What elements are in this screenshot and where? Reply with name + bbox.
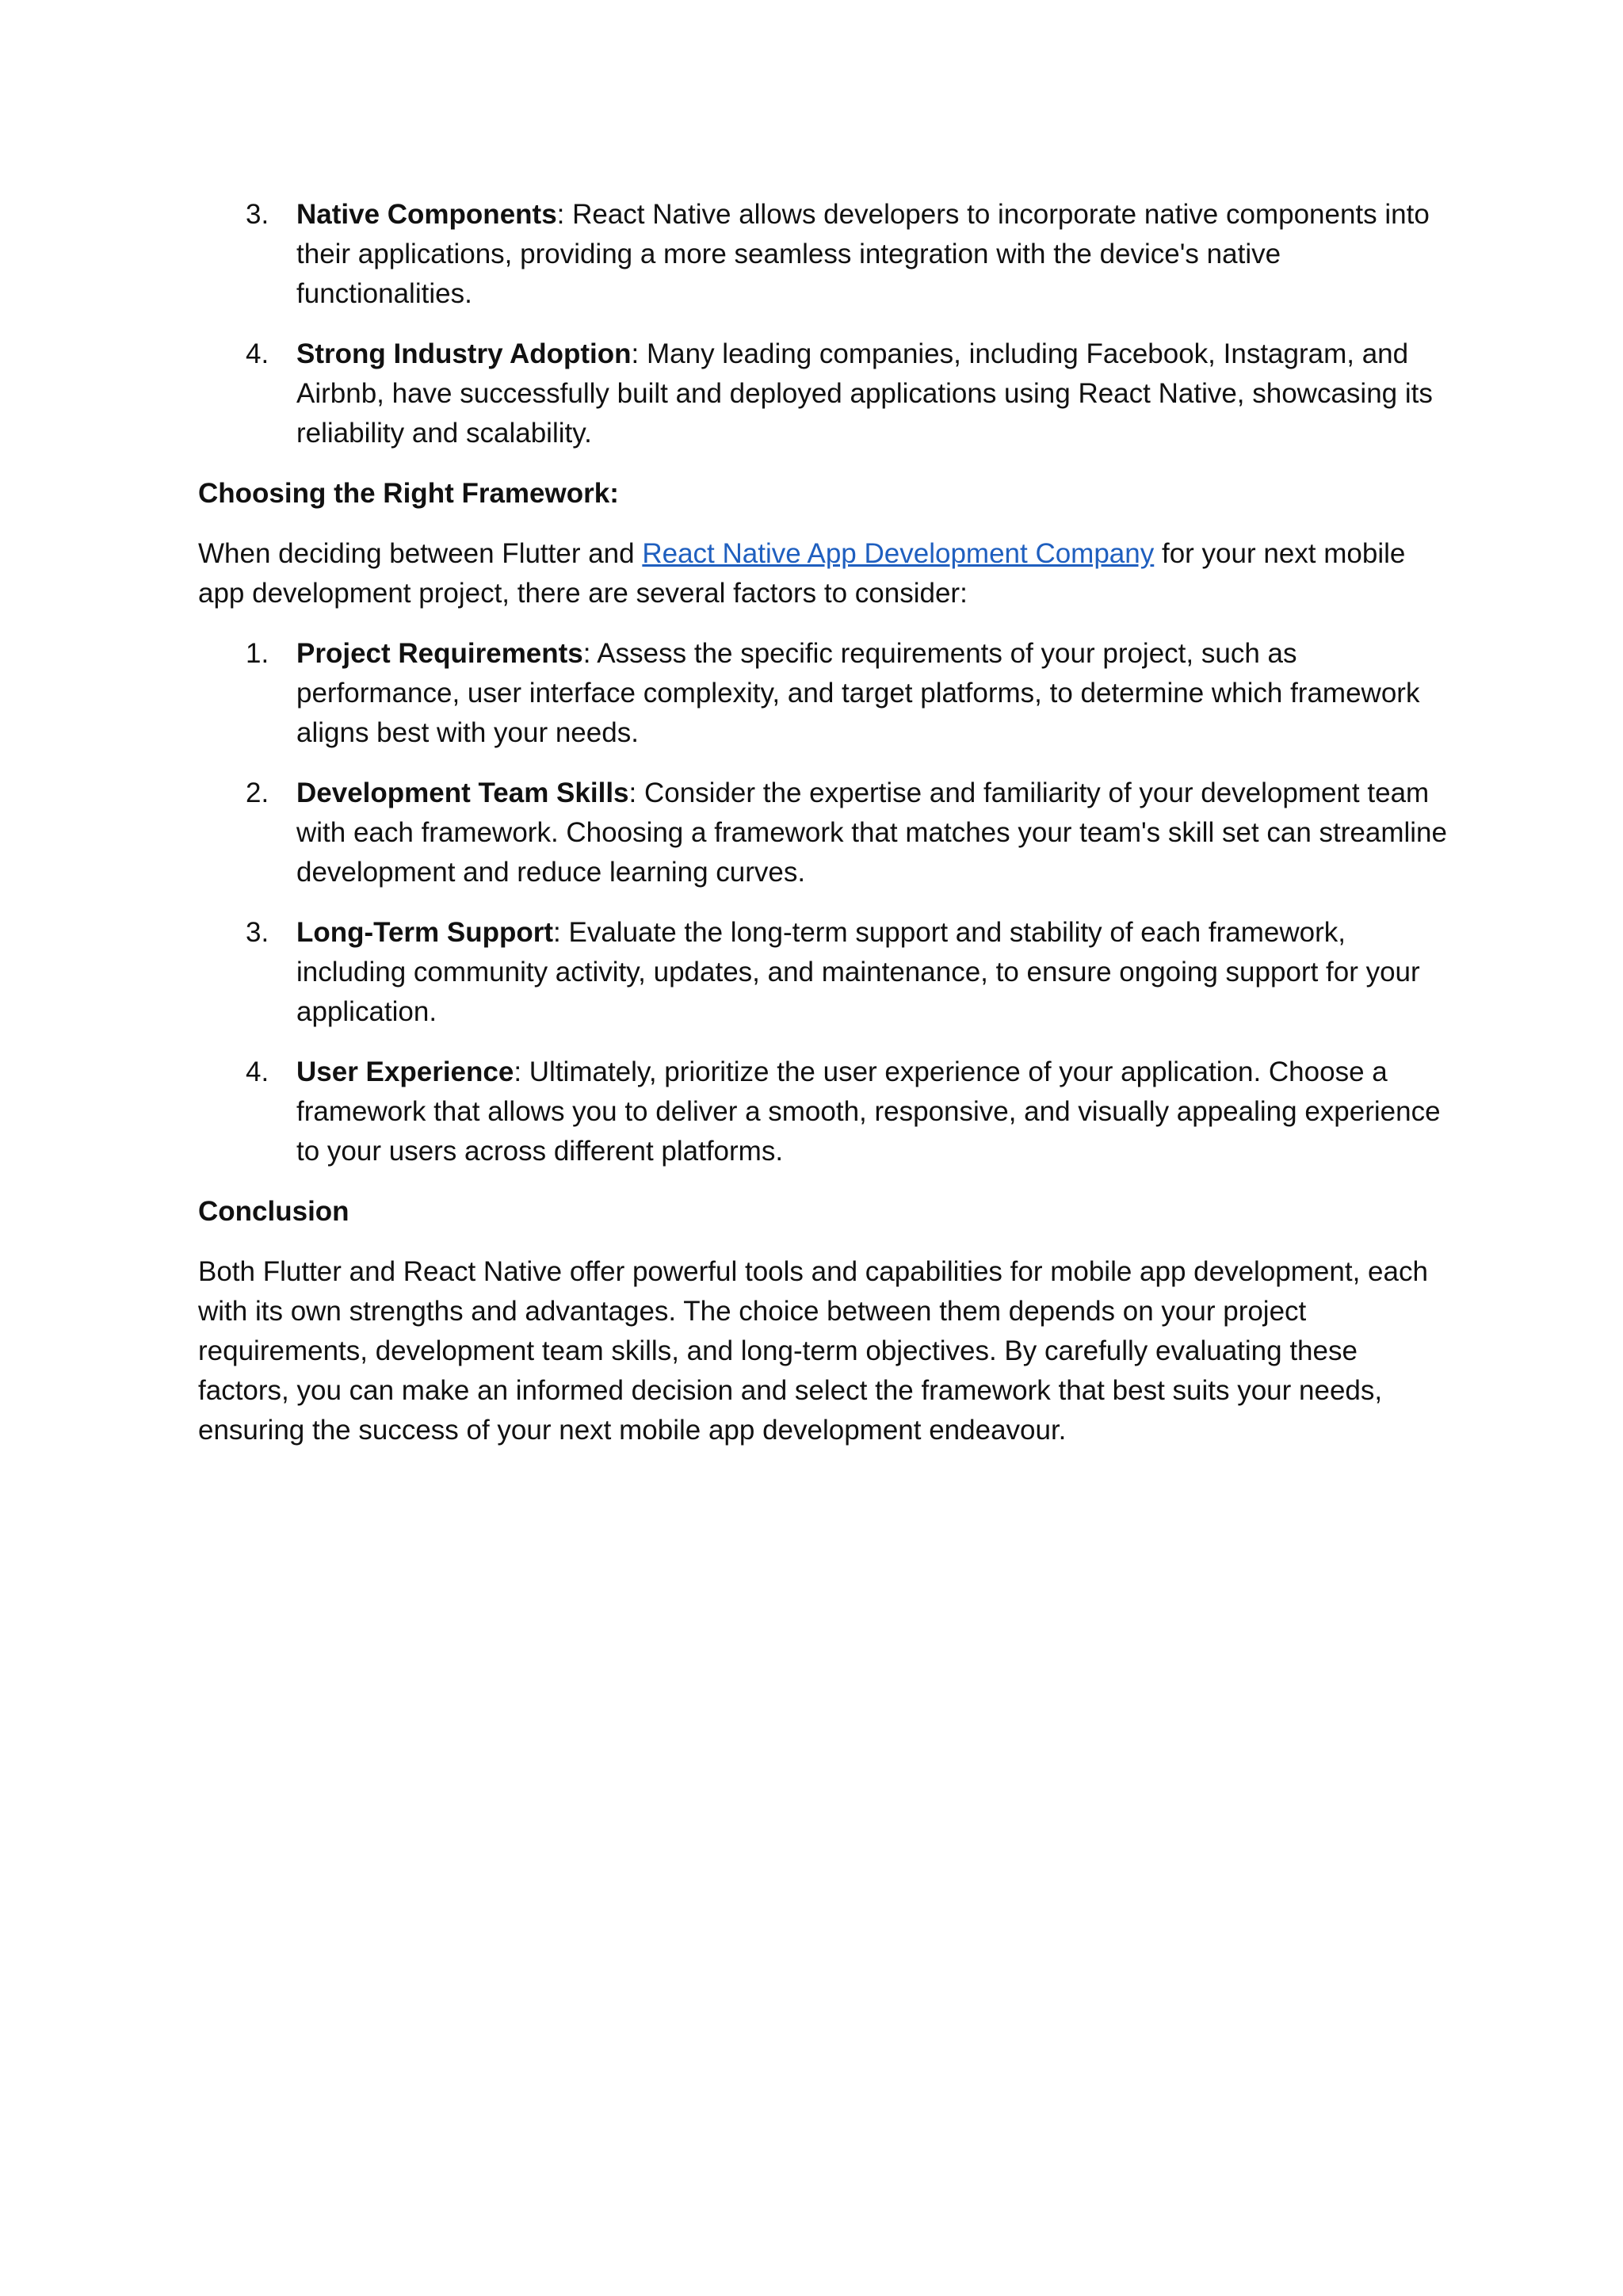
list-item-number: 4. — [246, 1056, 269, 1087]
list-item — [198, 774, 1450, 892]
section-heading-conclusion: Conclusion — [198, 1196, 349, 1227]
list-item-term: Project Requirements — [296, 638, 583, 669]
conclusion-paragraph: Both Flutter and React Native offer powerful tools and capabilities for mobile app development, each with its own strengths and advantages. The choice between them depends on your project requirements, development team skills, and long-term objectives. By carefully evaluating these factors, you can make an informed decision and select the framework that best suits your needs, ensuring the success of your next mobile app development endeavour. — [198, 1256, 1428, 1446]
list-item-term: Long-Term Support — [296, 917, 554, 948]
list-item-text: : Evaluate the long-term support and stability of each framework, including community activity, updates, and maintenance, to ensure ongoing support for your application. — [296, 917, 1420, 1027]
list-item-number: 4. — [246, 338, 269, 369]
intro-text-after: for your next mobile app development project, there are several factors to consider: — [198, 538, 1406, 609]
list-item-term: Native Components — [296, 199, 557, 230]
list-item-text: : Assess the specific requirements of your project, such as performance, user interface complexity, and target platforms, to determine which framework aligns best with your needs. — [296, 638, 1420, 748]
list-item-term: Strong Industry Adoption — [296, 338, 632, 369]
list-item-text: : Ultimately, prioritize the user experience of your application. Choose a framework that allows you to deliver a smooth, responsive, and visually appealing experience to your users across different platforms. — [296, 1056, 1441, 1167]
list-item-term: User Experience — [296, 1056, 514, 1087]
benefits-list — [198, 195, 1450, 453]
list-item — [198, 634, 1450, 753]
list-item-number: 1. — [246, 638, 269, 669]
list-item-text: : React Native allows developers to incorporate native components into their applications, providing a more seamless integration with the device's native functionalities. — [296, 199, 1430, 309]
list-item-number: 3. — [246, 917, 269, 948]
factors-list — [198, 634, 1450, 1171]
section-heading-choosing: Choosing the Right Framework: — [198, 478, 619, 509]
document-content — [198, 195, 1450, 1471]
list-item — [198, 1052, 1450, 1171]
intro-text-before: When deciding between Flutter and — [198, 538, 643, 569]
list-item-text: : Many leading companies, including Facebook, Instagram, and Airbnb, have successfully built and deployed applications using React Native, showcasing its reliability and scalability. — [296, 338, 1433, 449]
list-item-text: : Consider the expertise and familiarity of your development team with each framework. Choosing a framework that matches your team's skill set can streamline development and reduce learning curves. — [296, 777, 1447, 888]
list-item — [198, 334, 1450, 453]
react-native-company-link[interactable]: React Native App Development Company — [642, 538, 1155, 569]
choosing-intro-paragraph — [198, 534, 1450, 613]
list-item — [198, 913, 1450, 1032]
list-item-term: Development Team Skills — [296, 777, 629, 808]
list-item-number: 3. — [246, 199, 269, 230]
list-item — [198, 195, 1450, 314]
list-item-number: 2. — [246, 777, 269, 808]
